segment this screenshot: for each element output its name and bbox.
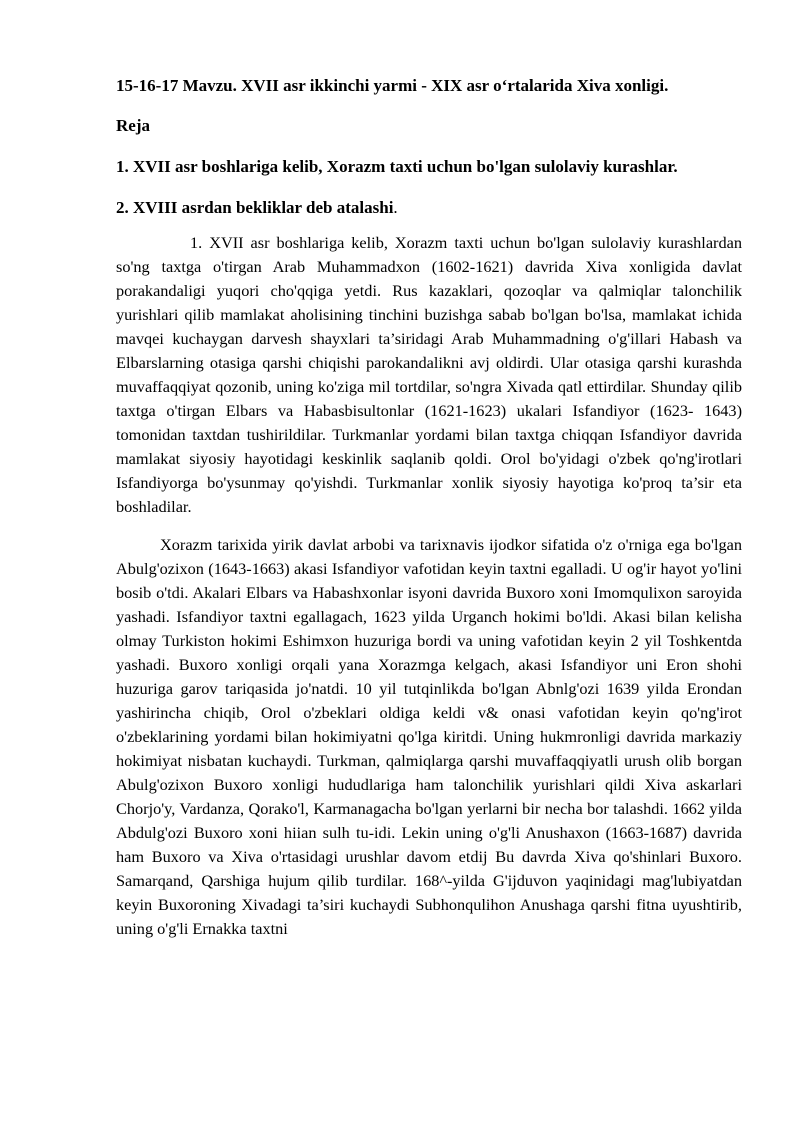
- paragraph-1: 1. XVII asr boshlariga kelib, Xorazm taxti uchun bo'lgan sulolaviy kurashlardan so'ng taxtga o'tirgan Arab Muhammadxon (1602-1621) davrida Xiva xonligida davlat porakandaligi yuqori cho'qqiga yetdi. Rus kazaklari, qozoqlar va qalmiqlar talonchilik yurishlari qilib mamlakat aholisining tinchini buzishga sabab bo'lgan bo'lsa, mamlakat ichida mavqei kuchaygan darvesh shayxlari ta’siridagi Arab Muhammadning o'g'illari Habash va Elbarslarning otasiga qarshi chiqishi parokandalikni avj oldirdi. Ular otasiga qarshi kurashda muvaffaqqiyat qozonib, uning ko'ziga mil tortdilar, so'ngra Xivada qatl ettirdilar. Shunday qilib taxtga o'tirgan Elbars va Habasbisultonlar (1621-1623) ukalari Isfandiyor (1623- 1643) tomonidan taxtdan tushirildilar. Turkmanlar yordami bilan taxtga chiqqan Isfandiyor davrida mamlakat siyosiy hayotidagi keskinlik saqlanib qoldi. Orol bo'yidagi o'zbek qo'ng'irotlari Isfandiyorga bo'ysunmay qo'yishdi. Turkmanlar xonlik siyosiy hayotiga ko'proq ta’sir eta boshladilar.: [116, 233, 742, 516]
- plan-item-2-period: .: [393, 198, 398, 217]
- paragraph-2: Xorazm tarixida yirik davlat arbobi va tarixnavis ijodkor sifatida o'z o'rniga ega bo'lgan Abulg'ozixon (1643-1663) akasi Isfandiyor vafotidan keyin taxtni egalladi. U og'ir hayot yo'lini bosib o'tdi. Akalari Elbars va Habashxonlar isyoni davrida Buxoro xoni Imomqulixon saroyida yashadi. Isfandiyor taxtni egallagach, 1623 yilda Urganch hokimi bo'ldi. Akasi bilan kelisha olmay Turkiston hokimi Eshimxon huzuriga bordi va uning vafotidan keyin 2 yil Toshkentda yashadi. Buxoro xonligi orqali yana Xorazmga kelgach, akasi Isfandiyor uni Eron shohi huzuriga garov tariqasida jo'natdi. 10 yil tutqinlikda bo'lgan Abnlg'ozi 1639 yilda Erondan yashirincha chiqib, Orol o'zbeklari oldiga keldi v& onasi vafotidan keyin qo'ng'irot o'zbeklarining yordami bilan hokimiyatni qo'lga kiritdi. Uning hukmronligi davrida markaziy hokimiyat nisbatan kuchaydi. Turkman, qalmiqlarga qarshi muvaffaqqiyatli urush olib borgan Abulg'ozixon Buxoro xonligi hududlariga ham talonchilik yurishlari qildi Xiva askarlari Chorjo'y, Vardanza, Qorako'l, Karmanagacha bo'lgan yerlarni bir necha bor talashdi. 1662 yilda Abdulg'ozi Buxoro xoni hiian sulh tu-idi. Lekin uning o'g'li Anushaxon (1663-1687) davrida ham Buxoro va Xiva o'rtasidagi urushlar davom etdij Bu davrda Xiva qo'shinlari Buxoro. Samarqand, Qarshiga hujum qilib turdilar. 168^-yilda G'ijduvon yaqinidagi mag'lubiyatdan keyin Buxoroning Xivadagi ta’siri kuchaydi Subhonqulihon Anushaga qarshi fitna uyushtirib, uning o'g'li Ernakka taxtni: [116, 535, 742, 938]
- document-title: 15-16-17 Mavzu. XVII asr ikkinchi yarmi - XIX asr oʻrtalarida Xiva xonligi.: [116, 76, 669, 95]
- plan-item-1: 1. XVII asr boshlariga kelib, Xorazm taxti uchun bo'lgan sulolaviy kurashlar.: [116, 157, 678, 176]
- plan-heading: Reja: [116, 116, 150, 135]
- plan-item-2-text: 2. XVIII asrdan bekliklar deb atalashi: [116, 198, 394, 217]
- document-body: [116, 74, 742, 941]
- plan-item-2: [116, 196, 742, 220]
